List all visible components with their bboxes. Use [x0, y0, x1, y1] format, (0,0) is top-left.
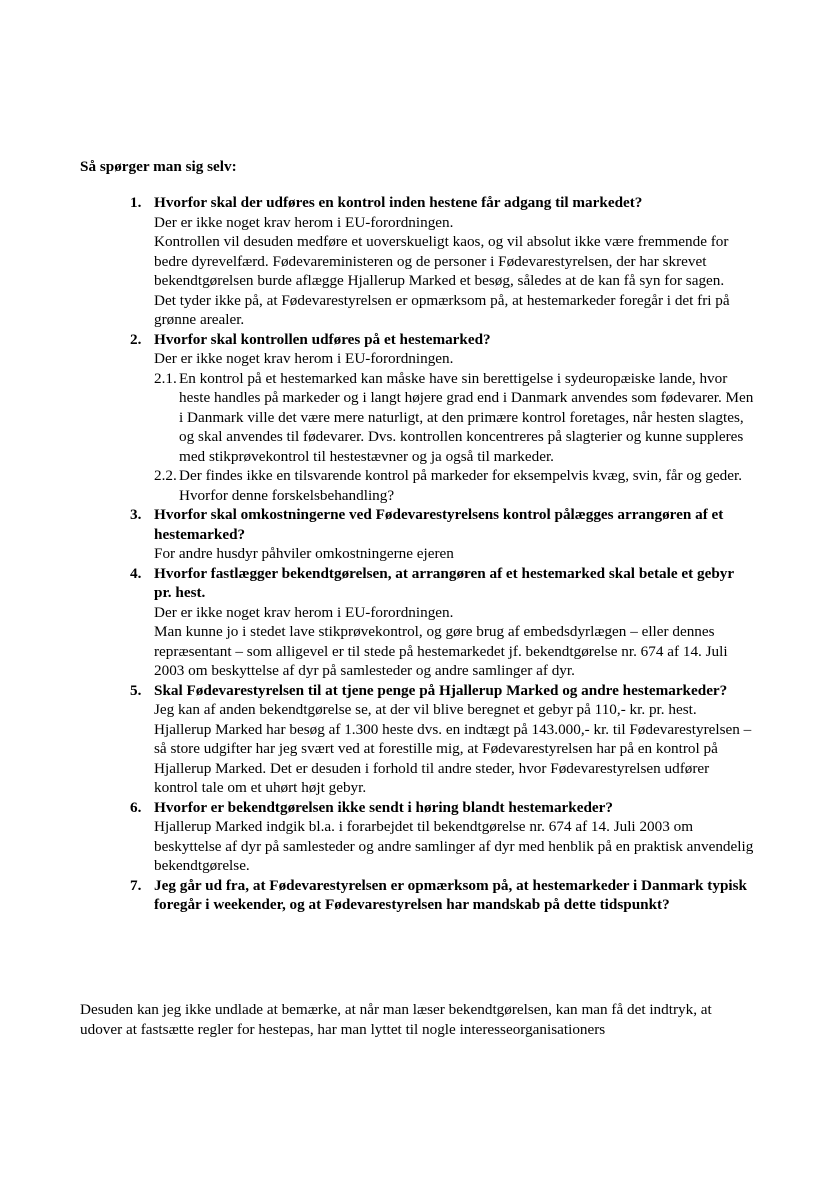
item-paragraph: Kontrollen vil desuden medføre et uoverskueligt kaos, og vil absolut ikke være fremmende for bedre dyrevelfærd. Fødevareministeren og de personer i Fødevarestyrelsen, der har skrevet bekendtgørelsen burde aflægge Hjallerup Marked et besøg, således at de kan få syn for sagen.	[154, 233, 729, 289]
item-paragraph: Det tyder ikke på, at Fødevarestyrelsen er opmærksom på, at hestemarkeder foregår i det fri på grønne arealer.	[154, 291, 730, 328]
list-item-3	[0, 505, 827, 564]
item-paragraph: Jeg kan af anden bekendtgørelse se, at der vil blive beregnet et gebyr på 110,- kr. pr. hest. Hjallerup Marked har besøg af 1.300 heste dvs. en indtægt på 143.000,- kr. til Fødevarestyrelsen – så store udgifter har jeg svært ved at forestille mig, at Fødevarestyrelsen har på en kontrol på Hjallerup Marked. Det er desuden i forhold til andre steder, hvor Fødevarestyrelsen udfører kontrol tale om et uhørt højt gebyr.	[154, 701, 752, 796]
item-question: Jeg går ud fra, at Fødevarestyrelsen er opmærksom på, at hestemarkeder i Danmark typisk foregår i weekender, og at Fødevarestyrelsen har mandskab på dette tidspunkt?	[154, 876, 747, 913]
list-item-2	[0, 330, 827, 506]
item-number: 3.	[130, 506, 142, 523]
item-paragraph: Der er ikke noget krav herom i EU-forordningen.	[154, 350, 454, 367]
list-item-5	[0, 681, 827, 798]
sub-item-number: 2.2.	[154, 467, 177, 484]
item-paragraph: For andre husdyr påhviler omkostningerne ejeren	[154, 545, 454, 562]
sub-item-text: Der findes ikke en tilsvarende kontrol på markeder for eksempelvis kvæg, svin, får og geder. Hvorfor denne forskelsbehandling?	[179, 467, 743, 504]
item-number: 6.	[130, 798, 142, 816]
item-question: Hvorfor skal kontrollen udføres på et hestemarked?	[154, 330, 491, 348]
list-item-6	[0, 798, 827, 876]
item-paragraph: Man kunne jo i stedet lave stikprøvekontrol, og gøre brug af embedsdyrlægen – eller dennes repræsentant – som alligevel er til stede på hestemarkedet jf. bekendtgørelse nr. 674 af 14. Juli 2003 om beskyttelse af dyr på samlesteder og andre samlinger af dyr.	[154, 623, 728, 679]
list-item-4	[0, 564, 827, 681]
item-number: 7.	[130, 876, 142, 894]
sub-item-text: En kontrol på et hestemarked kan måske have sin berettigelse i sydeuropæiske lande, hvor heste handles på markeder og i langt højere grad end i Danmark anvendes som fødevarer. Men i Danmark ville det være mere naturligt, at den primære kontrol foretages, når hesten slagtes, og skal anvendes til fødevarer. Dvs. kontrollen koncentreres på slagterier og kunne suppleres med stikprøvekontrol til hestestævner og ja også til markeder.	[179, 369, 754, 465]
item-paragraph: Der er ikke noget krav herom i EU-forordningen.	[154, 603, 454, 621]
item-question: Skal Fødevarestyrelsen til at tjene penge på Hjallerup Marked og andre hestemarkeder?	[154, 681, 728, 699]
section-heading: Så spørger man sig selv:	[80, 158, 237, 175]
sub-item-2-2	[0, 466, 827, 505]
sub-item-2-1	[0, 369, 827, 467]
item-number: 5.	[130, 681, 142, 699]
item-question: Hvorfor skal der udføres en kontrol inden hestene får adgang til markedet?	[154, 194, 643, 211]
item-paragraph: Der er ikke noget krav herom i EU-forordningen.	[154, 213, 454, 231]
sub-item-number: 2.1.	[154, 369, 177, 387]
item-question: Hvorfor skal omkostningerne ved Fødevarestyrelsens kontrol pålægges arrangøren af et hestemarked?	[154, 506, 724, 543]
item-number: 2.	[130, 330, 142, 348]
item-number: 4.	[130, 564, 142, 582]
item-paragraph: Hjallerup Marked indgik bl.a. i forarbejdet til bekendtgørelse nr. 674 af 14. Juli 2003 om beskyttelse af dyr på samlesteder og andre samlinger af dyr med henblik på en praktisk anvendelig bekendtgørelse.	[154, 818, 754, 874]
closing-paragraph: Desuden kan jeg ikke undlade at bemærke, at når man læser bekendtgørelsen, kan man få det indtryk, at udover at fastsætte regler for hestepas, har man lyttet til nogle interesseorganisationers	[80, 1001, 712, 1038]
item-question: Hvorfor fastlægger bekendtgørelsen, at arrangøren af et hestemarked skal betale et gebyr pr. hest.	[154, 564, 734, 601]
list-item-7	[0, 876, 827, 915]
item-question: Hvorfor er bekendtgørelsen ikke sendt i høring blandt hestemarkeder?	[154, 798, 613, 816]
list-item-1	[0, 193, 827, 330]
question-list	[0, 193, 827, 915]
item-number: 1.	[130, 194, 142, 211]
